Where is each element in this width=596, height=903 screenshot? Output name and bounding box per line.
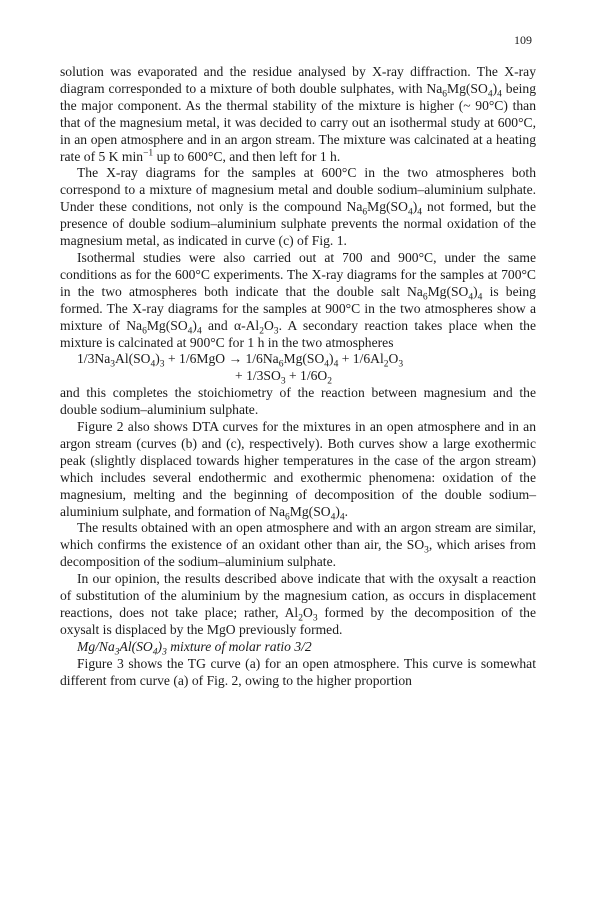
section-heading: $Mg/Na_3Al(SO_4)_3$ mixture of molar ratio 3/2 bbox=[77, 638, 312, 658]
paragraph-7: In our opinion, the results described above indicate that with the oxysalt a reaction of substitution of the aluminium by the magnesium cation, as occurs in displacement reactions, does not take place; rather, $Al_2O_3$ formed by the decomposition of the oxysalt is displaced by the MgO previously formed. bbox=[60, 571, 536, 637]
equation-line-2: + $1/3SO_3 + 1/6O_2$ bbox=[235, 368, 333, 388]
paragraph-2: The X-ray diagrams for the samples at 600°C in the two atmospheres both correspond to a mixture of magnesium metal and double sodium–aluminium sulphate. Under these conditions, not only is the compound $Na_6Mg(SO_4)_4$ not formed, but the presence of double sodium–aluminium sulphate prevents the normal oxidation of the magnesium metal, as indicated in curve (c) of Fig. 1. bbox=[60, 165, 536, 249]
paragraph-8: Figure 3 shows the TG curve (a) for an open atmosphere. This curve is somewhat different from curve (a) of Fig. 2, owing to the higher proportion bbox=[60, 655, 536, 688]
paragraph-4: and this completes the stoichiometry of the reaction between magnesium and the double sodium–aluminium sulphate. bbox=[60, 385, 536, 418]
paragraph-3: Isothermal studies were also carried out at 700 and 900°C, under the same conditions as for the 600°C experiments. The X-ray diagrams for the samples at 700°C in the two atmospheres both indicate that the double salt $Na_6Mg(SO_4)_4$ is being formed. The X-ray diagrams for the samples at 900°C in the two atmospheres show a mixture of $Na_6Mg(SO_4)_4$ and $\alpha-Al_2O_3$. A secondary reaction takes place when the mixture is calcinated at 900°C for 1 h in the two atmospheres bbox=[60, 249, 536, 350]
page-number: 109 bbox=[514, 33, 532, 47]
body-text bbox=[60, 64, 536, 690]
paragraph-1: solution was evaporated and the residue analysed by X-ray diffraction. The X-ray diagram corresponded to a mixture of both double sulphates, with $Na_6Mg(SO_4)_4$ being the major component. As the thermal stability of the mixture is higher (~ 90°C) than that of the magnesium metal, it was decided to carry out an isothermal study at 600°C, in an open atmosphere and in an argon stream. The mixture was calcinated at a heating rate of 5 K $\min^{-1}$ up to 600°C, and then left for 1 h. bbox=[60, 64, 536, 164]
equation-line-1: $1/3Na_3Al(SO_4)_3 + 1/6MgO \to 1/6Na_6Mg(SO_4)_4 + 1/6Al_2O_3$ bbox=[77, 351, 404, 371]
paragraph-6: The results obtained with an open atmosphere and with an argon stream are similar, which confirms the existence of an oxidant other than air, the $SO_3$, which arises from decomposition of the sodium–aluminium sulphate. bbox=[60, 520, 536, 570]
paragraph-5: Figure 2 also shows DTA curves for the mixtures in an open atmosphere and in an argon stream (curves (b) and (c), respectively). Both curves show a large exothermic peak (slightly displaced towards higher temperatures in the case of the argon stream) which includes several endothermic and exothermic phenomena: oxidation of the magnesium, melting and the beginning of decomposition of the double sodium–aluminium sulphate, and formation of $Na_6Mg(SO_4)_4$. bbox=[60, 419, 536, 523]
